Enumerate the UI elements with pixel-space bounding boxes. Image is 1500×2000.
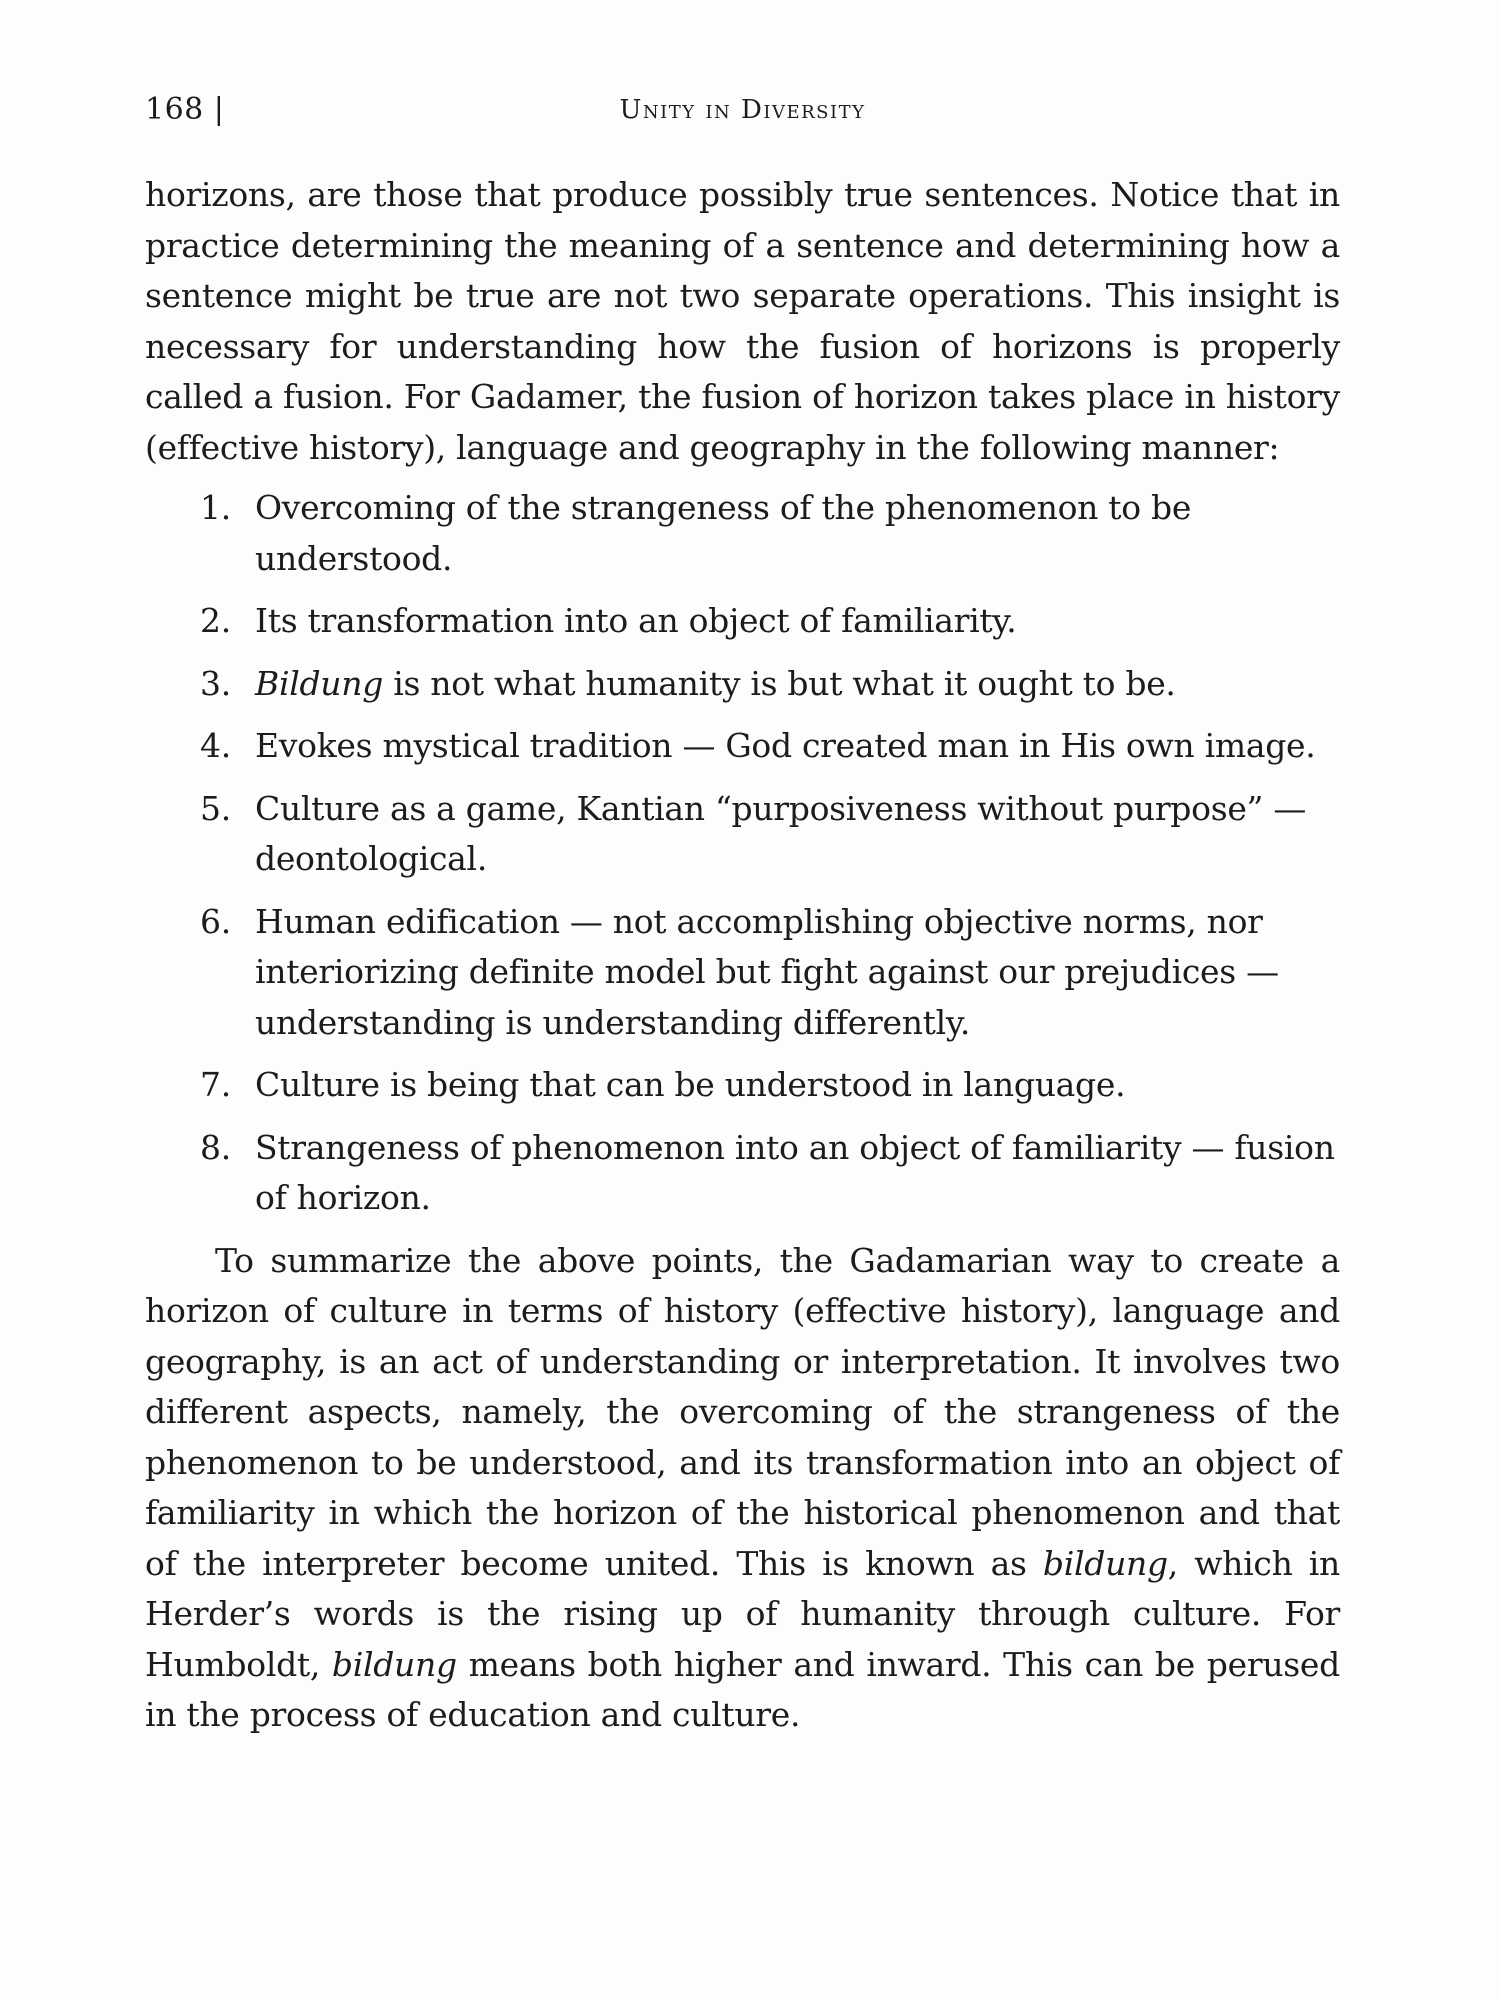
list-item: [145, 483, 1340, 584]
list-item-text: Culture is being that can be understood in language.: [255, 1065, 1126, 1104]
list-item-text: Culture as a game, Kantian “purposiveness without purpose” — deontological.: [255, 788, 1307, 878]
list-item-text: Human edification — not accomplishing objective norms, nor interiorizing definite model but fight against our prejudices — understanding is understanding differently.: [255, 901, 1279, 1042]
list-item: [145, 784, 1340, 885]
body-text: [145, 170, 1340, 1741]
page-number: 168 |: [145, 92, 225, 127]
list-item: [145, 721, 1340, 772]
list-item: [145, 1123, 1340, 1224]
list-item-number: 2.: [200, 601, 231, 640]
italic-term-bildung: bildung: [1042, 1543, 1168, 1583]
page-header: [145, 88, 1340, 132]
list-item-number: 7.: [200, 1065, 231, 1104]
list-item-text: Overcoming of the strangeness of the phenomenon to be understood.: [255, 488, 1192, 578]
list-item-number: 4.: [200, 726, 231, 765]
list-item: [145, 659, 1340, 710]
list-item: [145, 1060, 1340, 1111]
list-item: [145, 596, 1340, 647]
list-item-number: 8.: [200, 1127, 231, 1167]
list-item: [145, 897, 1340, 1049]
list-item-text: Evokes mystical tradition — God created man in His own image.: [255, 726, 1316, 765]
list-item-text: is not what humanity is but what it ought to be.: [383, 663, 1176, 703]
list-item-number: 3.: [200, 663, 231, 703]
list-item-italic-term: Bildung: [255, 663, 384, 703]
list-item-text: Strangeness of phenomenon into an object of familiarity — fusion of horizon.: [255, 1127, 1335, 1217]
running-title: Unity in Diversity: [619, 95, 866, 125]
italic-term-bildung: bildung: [331, 1644, 457, 1684]
list-item-text: Its transformation into an object of familiarity.: [255, 601, 1017, 640]
gadamer-points-list: [145, 483, 1340, 1224]
paragraph-2: [145, 1236, 1340, 1741]
list-item-number: 5.: [200, 788, 231, 828]
list-item-number: 6.: [200, 901, 231, 941]
paragraph-2-part-2: , which in Herder’s words is the rising up of humanity through culture. For Humboldt,: [145, 1543, 1340, 1684]
paragraph-2-part-1: To summarize the above points, the Gadamarian way to create a horizon of culture in terms of history (effective history), language and geography, is an act of understanding or interpretation. It involves two different aspects, namely, the overcoming of the strangeness of the phenomenon to be understood, and its transformation into an object of familiarity in which the horizon of the historical phenomenon and that of the interpreter become united. This is known as: [145, 1240, 1340, 1583]
list-item-number: 1.: [200, 488, 231, 527]
paragraph-1: horizons, are those that produce possibly true sentences. Notice that in practice determining the meaning of a sentence and determining how a sentence might be true are not two separate operations. This insight is necessary for understanding how the fusion of horizons is properly called a fusion. For Gadamer, the fusion of horizon takes place in history (effective history), language and geography in the following manner:: [145, 175, 1340, 467]
paragraph-2-part-3: means both higher and inward. This can be perused in the process of education and culture.: [145, 1644, 1340, 1734]
